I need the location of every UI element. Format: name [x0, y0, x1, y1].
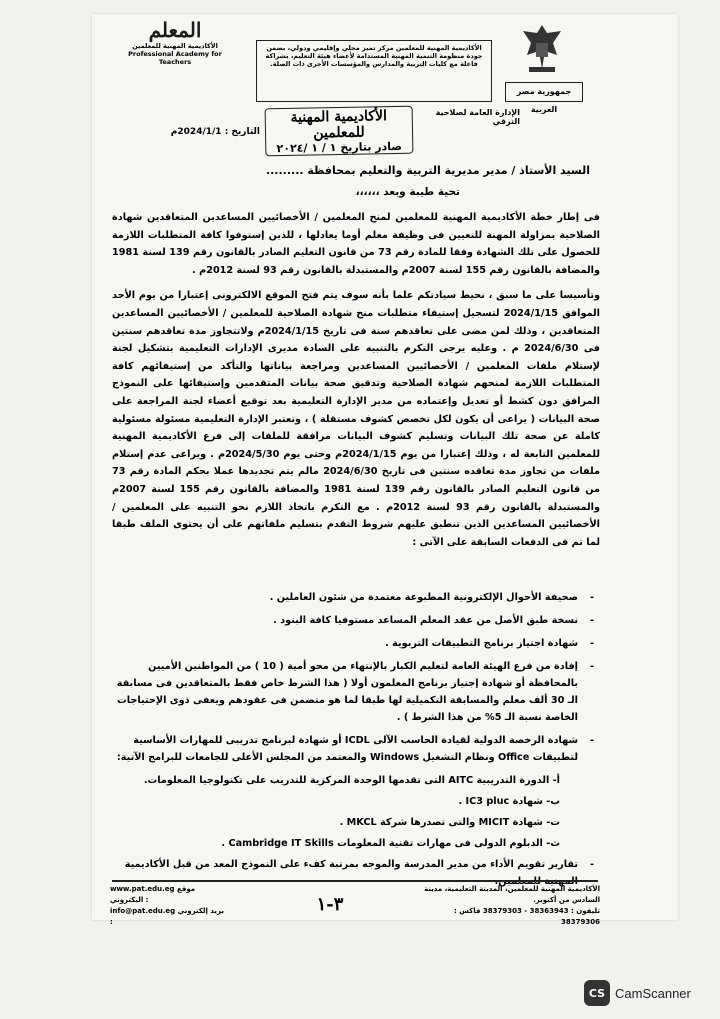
email-label: بريد إلكتروني :: [110, 907, 225, 926]
camscanner-watermark: [584, 978, 714, 1008]
sub-list-item: ت- شهادة MICIT والتى تصدرها شركة MKCL .: [339, 817, 560, 828]
footer-contacts: [110, 884, 225, 928]
paragraph: فى إطار خطة الأكاديمية المهنية للمعلمين لمنح المعلمين / الأخصائيين المساعدين المتعاقدين شهادة الصلاحية بمزاولة المهنة للتعيين فى وظيفة معلم أوما يعادلها ، للذين إستوفوا كافة المتطلبات اللازمة للحصول على تلك الشهادة وفقا للمادة رقم 73 من قانون التعليم الصادر بالقانون رقم 139 لسنة 1981 والمضافة بالقانون رقم 155 لسنة 2007م والمستبدلة بالقانون رقم 93 لسنة 2012م .: [112, 212, 600, 276]
email-link[interactable]: info@pat.edu.eg: [110, 907, 176, 915]
sub-list-item: ب- شهادة IC3 pluc .: [458, 796, 560, 807]
letter-body: [112, 209, 600, 559]
list-item: - شهادة الرخصة الدولية لقيادة الحاسب الآلى ICDL أو شهادة لبرنامج تدريبى للمهارات الأساسية لتطبيقات Office ونظام التشغيل Windows والمعتمد من المجلس الأعلى للجامعات للبرامج الآتية:: [112, 732, 600, 766]
footer-address: [420, 884, 600, 928]
camscanner-label: CamScanner: [615, 985, 691, 1001]
stamp-date: صادر بتاريخ ١ / ١ /٢٠٢٤: [276, 139, 403, 156]
website-label: موقع اليكتروني :: [110, 885, 196, 904]
list-item: - تقارير تقويم الأداء من مدير المدرسة والموجه بمرتبة كفء على النموذج المعد من قبل الأكاديمية المهنية للمعلمين.: [112, 856, 600, 890]
requirements-list: [112, 589, 600, 896]
website-link[interactable]: www.pat.edu.eg: [110, 885, 175, 893]
academy-logo: [122, 18, 228, 74]
list-item: - نسخة طبق الأصل من عقد المعلم المساعد مستوفيا كافة البنود .: [112, 612, 600, 629]
recipient-line: السيد الأستاذ / مدير مديرية التربية والتعليم بمحافظة .........: [265, 164, 590, 177]
eagle-emblem-icon: [512, 20, 572, 76]
footer-divider: [112, 880, 598, 882]
list-item: - صحيفة الأحوال الإلكترونية المطبوعة معتمدة من شئون العاملين .: [112, 589, 600, 606]
issue-stamp: [265, 106, 414, 157]
list-item: - إفادة من فرع الهيئة العامة لتعليم الكبار بالإنتهاء من محو أمية ( 10 ) من المواطنين الأميين بالمحافظة أو شهادة إجتياز برنامج المعلمون أولا ( هذا الشرط خاص فقط بالمتعاقدين فى مسابقة الـ 30 ألف معلم والمسابقة التكميلية لها طبقا لما هو متضمن فى عقودهم ويعفى ذوى الإحتياجات الخاصة نسبة الـ 5% من هذا الشرط ) .: [112, 658, 600, 726]
logo-arabic: المعلم: [148, 18, 202, 42]
greeting-line: تحية طيبة وبعد ،،،،،،: [355, 186, 460, 198]
phone-text: تليفون : 38363943 - 38379303 فاكس : 38379306: [454, 907, 600, 926]
department-label: الإدارة العامة لصلاحية الترقي: [435, 108, 520, 126]
list-item: - شهادة اجتياز برنامج التطبيقات التربوية .: [112, 635, 600, 652]
logo-english: Professional Academy for Teachers: [128, 50, 222, 66]
sub-list-item: ث- الدبلوم الدولى فى مهارات تقنية المعلومات Cambridge IT Skills .: [221, 838, 560, 849]
sub-list-item: أ- الدورة التدريبية AITC التى تقدمها الوحدة المركزية للتدريب على تكنولوجيا المعلومات.: [143, 775, 560, 786]
letter-date: التاريخ : 2024/1/1م: [170, 127, 260, 137]
academy-mission-box: الأكاديمية المهنية للمعلمين مركز تميز محلي وإقليمي ودولي، بضمن جودة منظومة التنمية المهنية المستدامة لأعضاء هيئة التعليم، بشراكة فاعلة مع كليات التربية والمدارس والمؤسسات الأخرى ذات الصلة.: [256, 40, 492, 102]
stamp-title: الأكاديمية المهنية للمعلمين: [290, 108, 388, 142]
address-text: الأكاديمية المهنية للمعلمين، المدينة التعليمية، مدينة السادس من أكتوبر.: [424, 885, 600, 904]
paragraph: وتأسيسا على ما سبق ، نحيط سيادتكم علما بأنه سوف يتم فتح الموقع الالكترونى إعتبارا من يوم الأحد الموافق 2024/1/15 لتسجيل إستيفاء متطلبات منح شهادة الصلاحية للمعلمين / الأخصائيين المساعدين المتعاقدين ، وذلك لمن مضى على تعاقدهم سنة فى تاريخ 2024/1/15م ولاتتجاوز مدة تعاقدهم سنتين فى 2024/6/30 م . وعليه يرجى التكرم بالتنبيه على السادة مديرى الإدارات التعليمية بتشكيل لجنة لإستلام ملفات المعلمين / الأخصائيين المساعدين ومراجعة بياناتها والتأكد من إستيفائهم كافة المتطلبات اللازمة لمنحهم شهادة الصلاحية وتدقيق صحة بيانات المتقدمين وإستيفائها على النموذج المرافق دون كشط أو تعديل وإعتماده من مدير الإدارة التعليمية بعد توقيع أعضاء لجنة المراجعة على صحة البيانات ( يراعى أن يكون لكل تخصص كشوف مستقلة ) ، وتعتبر الإدارة التعليمية مسئولة مسئولية كاملة عن صحة تلك البيانات وتسليم كشوف البيانات مرافقة للملفات إلى فرع الأكاديمية المهنية للمعلمين التابعة له ، وذلك إعتبارا من يوم 2024/1/15م وحتى يوم 2024/5/30م . ويراعى عدم إستلام ملفات من تجاوز مدة تعاقده سنتين فى تاريخ 2024/6/30 مالم يتم تجديدها عملا بحكم المادة رقم 73 من قانون التعليم الصادر بالقانون رقم 139 لسنة 1981 والمضافة بالقانون رقم 155 لسنة 2007م والمستبدلة بالقانون رقم 93 لسنة 2012م . مع التكرم باتخاذ اللازم نحو التنبيه على المعلمين / الأخصائيين المساعدين الذين تنطبق عليهم شروط التقدم بتسليم ملفاتهم على أن يحتوى الملف طبقا لما تم فى الدفعات السابقة على الآتى :: [112, 290, 600, 548]
camscanner-logo-icon: CS: [584, 980, 610, 1006]
country-label: جمهورية مصر العربية: [505, 82, 583, 102]
page-number: ٣-١: [316, 894, 344, 915]
logo-subtitle: الأكاديمية المهنية للمعلمين: [132, 42, 218, 50]
